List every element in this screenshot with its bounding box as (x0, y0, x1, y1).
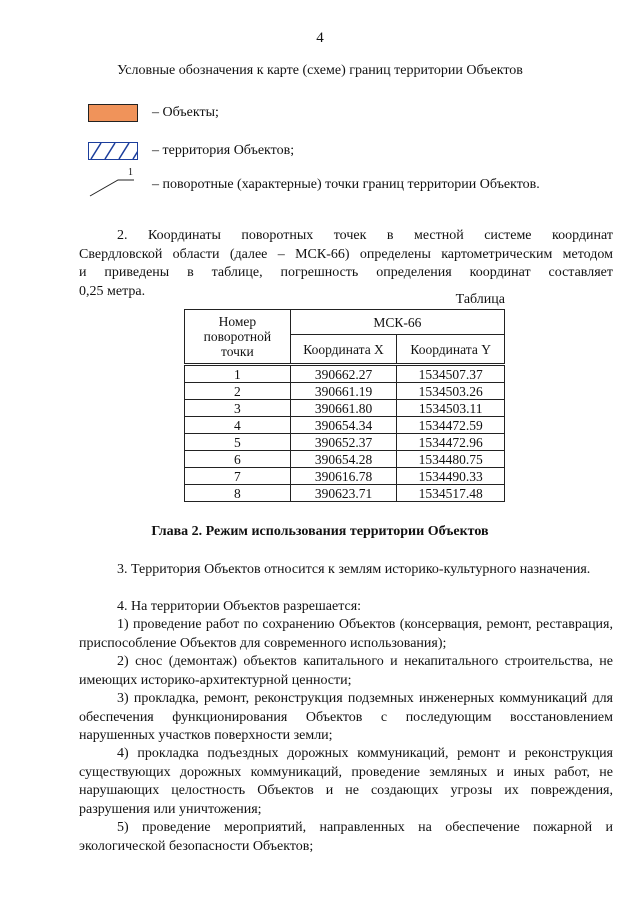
coordinates-table (184, 309, 505, 502)
cell-point-number: 6 (185, 451, 291, 468)
cell-x: 390662.27 (290, 365, 397, 383)
cell-y: 1534480.75 (397, 451, 505, 468)
list-item-5: 5) проведение мероприятий, направленных на обеспечение пожарной и экологической безопасности Объектов; (79, 820, 613, 854)
header-point-number: Номер поворотной точки (185, 310, 291, 365)
list-item-1: 1) проведение работ по сохранению Объектов (консервация, ремонт, реставрация, приспособление Объектов для современного использования); (79, 617, 613, 651)
cell-x: 390661.19 (290, 383, 397, 400)
paragraph-4: 4. На территории Объектов разрешается: (117, 599, 362, 614)
cell-point-number: 4 (185, 417, 291, 434)
list-item-4: 4) прокладка подъездных дорожных коммуникаций, ремонт и реконструкция существующих дорожных коммуникаций, проведение земляных и иных работ, не нарушающих целостность Объектов и не создающих угрозы их повреждения, разрушения или уничтожения; (79, 746, 613, 817)
list-item-2: 2) снос (демонтаж) объектов капитального и некапитального строительства, не имеющих историко-архитектурной ценности; (79, 654, 613, 688)
table-row (185, 400, 505, 417)
cell-x: 390654.28 (290, 451, 397, 468)
cell-x: 390623.71 (290, 485, 397, 502)
cell-point-number: 8 (185, 485, 291, 502)
cell-point-number: 2 (185, 383, 291, 400)
cell-x: 390654.34 (290, 417, 397, 434)
table-row (185, 434, 505, 451)
header-x: Координата X (290, 335, 397, 365)
cell-y: 1534490.33 (397, 468, 505, 485)
cell-y: 1534472.59 (397, 417, 505, 434)
objects-symbol (88, 104, 138, 122)
cell-x: 390652.37 (290, 434, 397, 451)
legend-title: Условные обозначения к карте (схеме) границ территории Объектов (117, 63, 523, 78)
cell-x: 390661.80 (290, 400, 397, 417)
cell-point-number: 7 (185, 468, 291, 485)
table-row (185, 417, 505, 434)
legend-points-label: – поворотные (характерные) точки границ территории Объектов. (152, 177, 540, 192)
cell-y: 1534517.48 (397, 485, 505, 502)
header-system: МСК-66 (290, 310, 504, 335)
page-number: 4 (316, 30, 324, 46)
legend-objects-label: – Объекты; (152, 105, 219, 120)
table-row (185, 451, 505, 468)
cell-y: 1534503.11 (397, 400, 505, 417)
table-row (185, 468, 505, 485)
table-caption: Таблица (455, 292, 505, 307)
cell-y: 1534503.26 (397, 383, 505, 400)
point-number-label: 1 (128, 167, 133, 178)
list-item-3: 3) прокладка, ремонт, реконструкция подземных инженерных коммуникаций для обеспечения функционирования Объектов с последующим восстановлением нарушенных участков поверхности земли; (79, 691, 613, 743)
turning-point-symbol (88, 167, 138, 198)
legend-territory-label: – территория Объектов; (152, 143, 295, 158)
paragraph-2: 2. Координаты поворотных точек в местной системе координат Свердловской области (далее – МСК-66) определены картометрическим методом и приведены в таблице, погрешность определения координат составляет 0,25 метра. (79, 228, 613, 299)
cell-y: 1534472.96 (397, 434, 505, 451)
territory-hatch-symbol (88, 142, 138, 160)
chapter-heading: Глава 2. Режим использования территории Объектов (151, 524, 489, 539)
cell-point-number: 1 (185, 365, 291, 383)
paragraph-3: 3. Территория Объектов относится к землям историко-культурного назначения. (117, 562, 591, 577)
cell-x: 390616.78 (290, 468, 397, 485)
table-row (185, 383, 505, 400)
cell-point-number: 3 (185, 400, 291, 417)
table-row (185, 485, 505, 502)
cell-point-number: 5 (185, 434, 291, 451)
legend-points (88, 167, 540, 198)
legend-objects (88, 104, 219, 122)
cell-y: 1534507.37 (397, 365, 505, 383)
header-y: Координата Y (397, 335, 505, 365)
table-row (185, 365, 505, 383)
legend-territory (88, 142, 294, 160)
